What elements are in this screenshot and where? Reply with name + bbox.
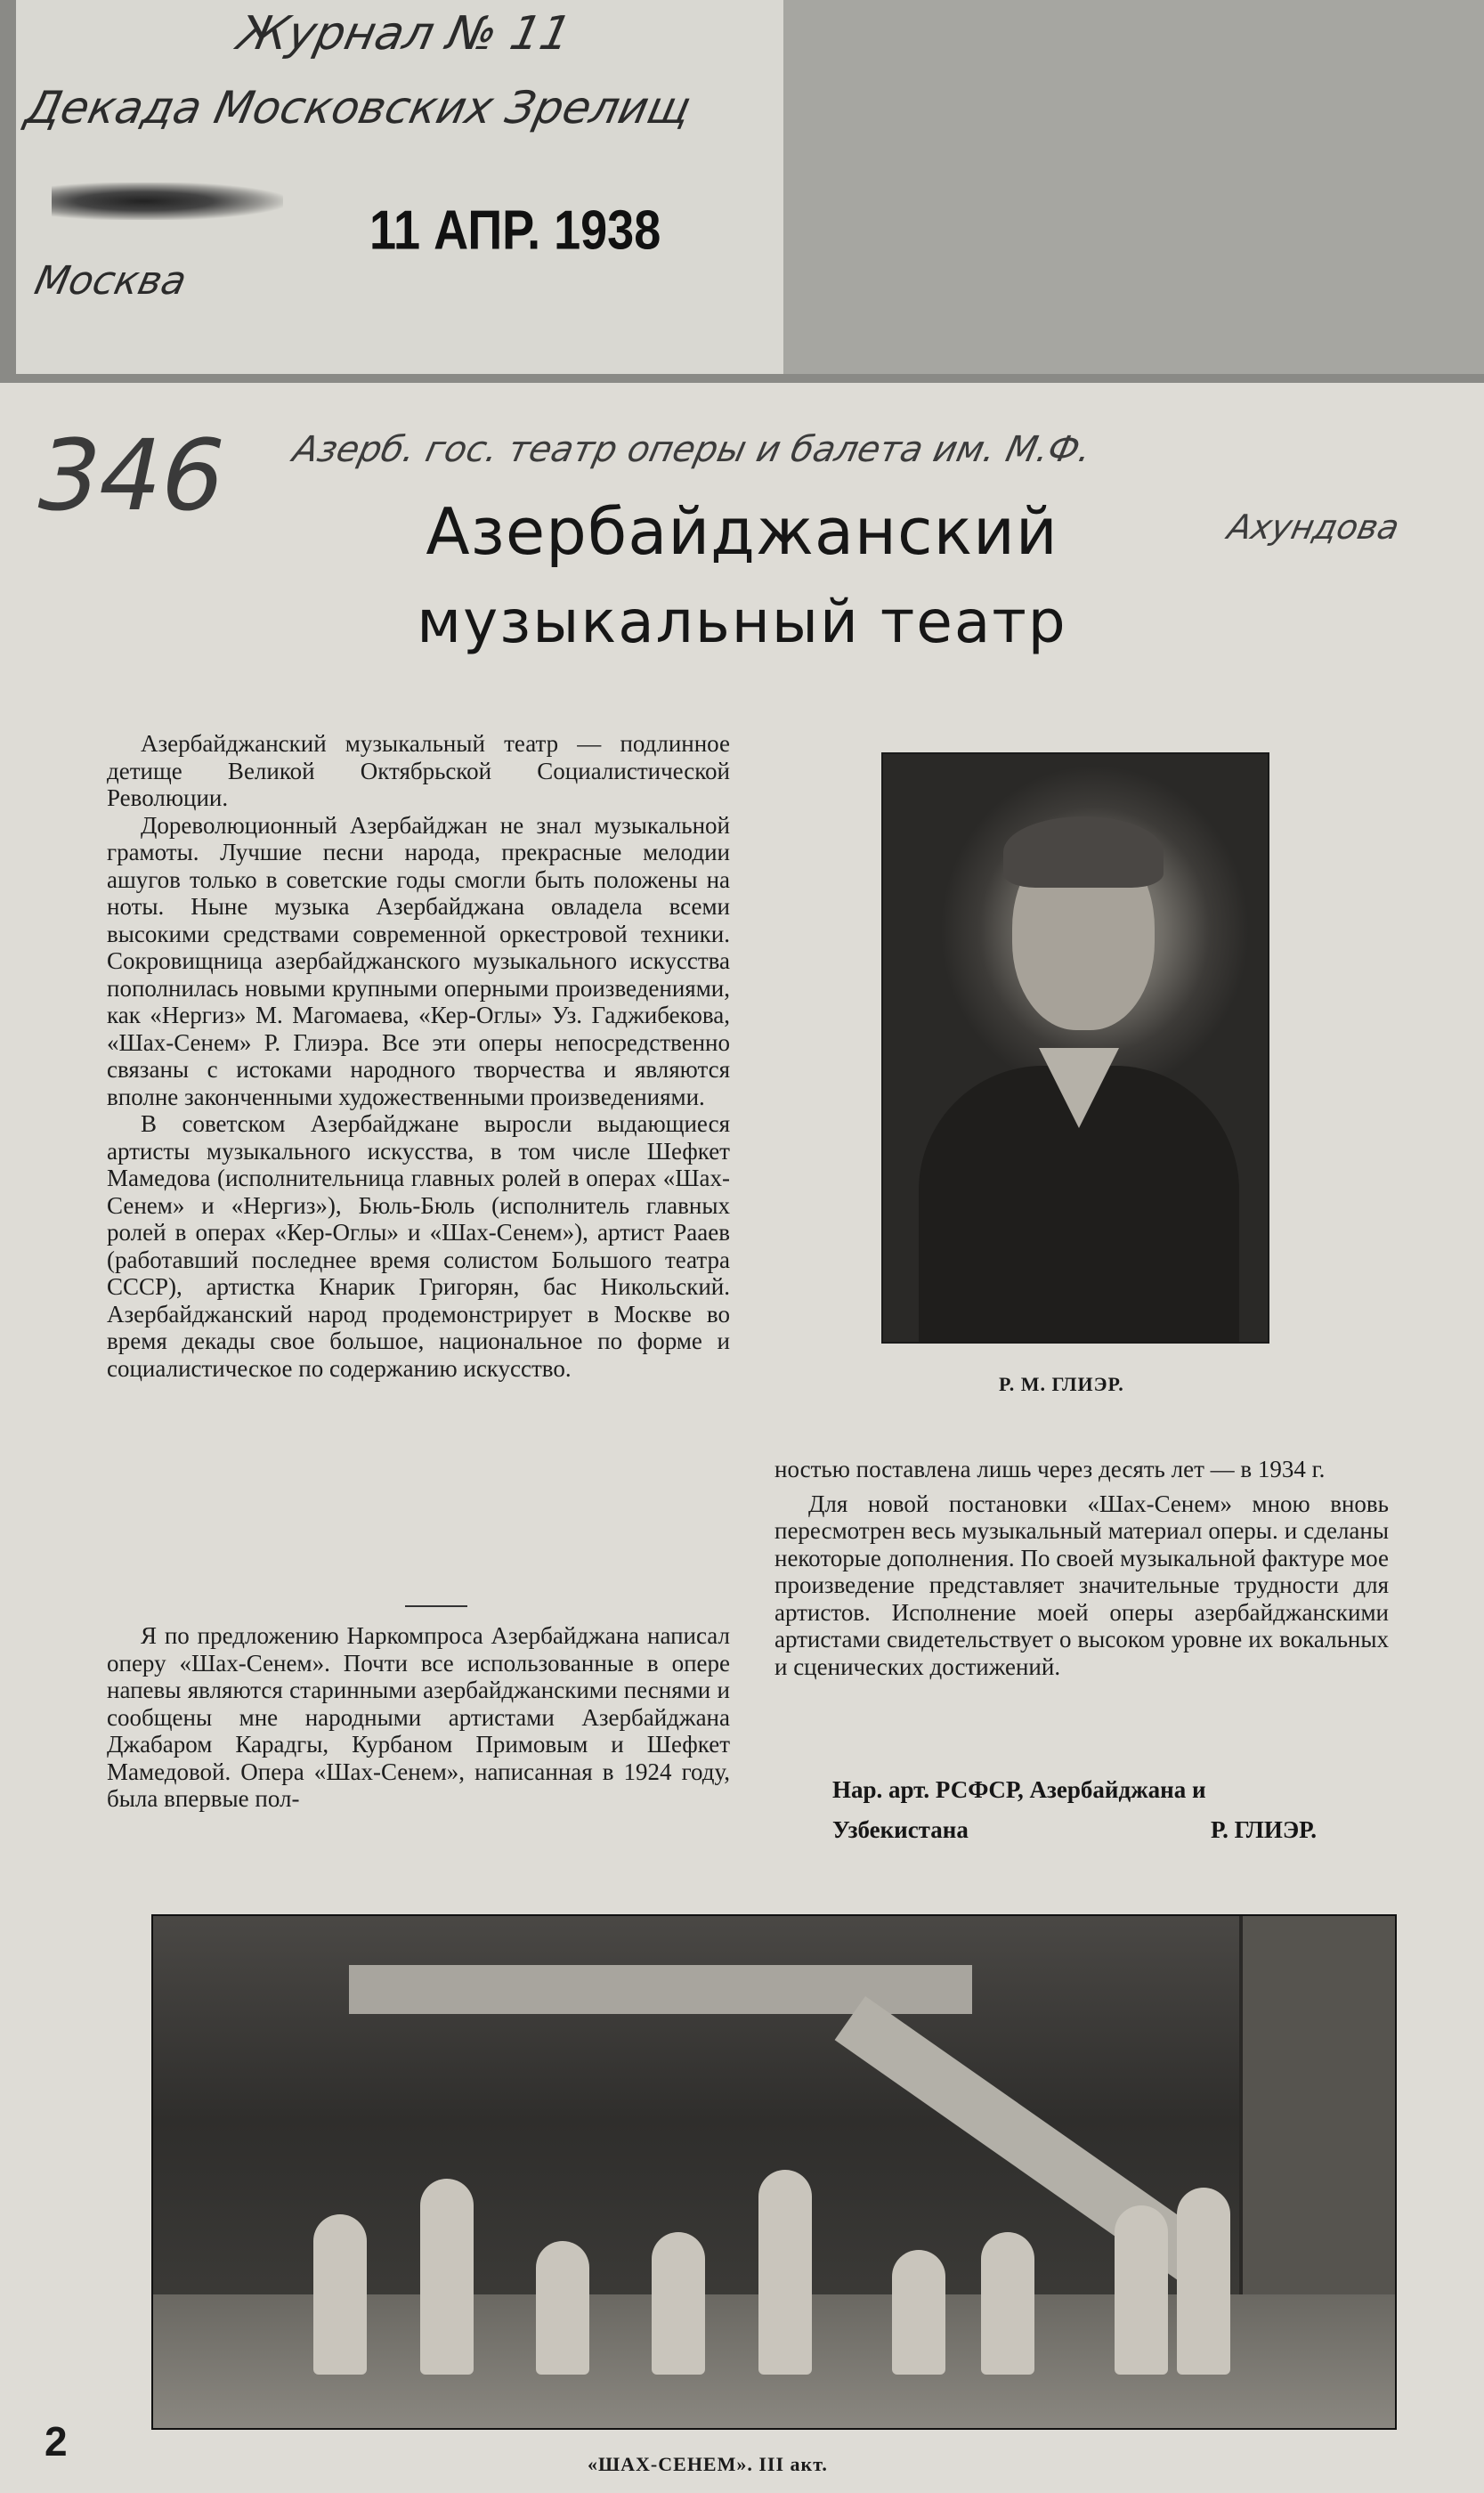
scene-figure (758, 2170, 812, 2375)
scene-figure (1177, 2188, 1230, 2375)
article-title-line1: Азербайджанский (426, 494, 1058, 569)
page-number: 2 (45, 2418, 68, 2465)
handwritten-journal-number: Журнал № 11 (232, 7, 576, 61)
portrait-photo-glier (881, 752, 1269, 1344)
scene-figure (652, 2232, 705, 2375)
paragraph: Азербайджанский музыкальный театр — подлинное детище Великой Октябрьской Социалистической Революции. (107, 730, 730, 811)
paragraph: В советском Азербайджане выросли выдающиеся артисты музыкального искусства, в том числе Шефкет Мамедова (исполнительница главных ролей в операх «Шах-Сенем» и «Нергиз»), Бюль-Бюль (исполнитель главных ролей в операх «Кер-Оглы» и «Шах-Сенем»), артист Рааев (работавший последнее время солистом Большого театра СССР), артистка Кнарик Григорян, бас Никольский. Азербайджанский народ продемонстрирует в Москве во время декады свое большое, национальное по форме и социалистическое по содержанию искусство. (107, 1110, 730, 1382)
article-right-column (774, 1456, 1389, 1680)
article-left-column-bottom (107, 1622, 730, 1813)
scene-figure (313, 2214, 367, 2375)
paragraph: Я по предложению Наркомпроса Азербайджана написал оперу «Шах-Сенем». Почти все использованные в опере напевы являются старинными азербайджанскими песнями и сообщены мне народными артистами Азербайджана Джабаром Карадгы, Курбаном Примовым и Шефкет Мамедовой. Опера «Шах-Сенем», написанная в 1924 году, была впервые пол- (107, 1622, 730, 1812)
ink-stamp-smudge (52, 183, 283, 220)
paragraph: Для новой постановки «Шах-Сенем» мною вновь пересмотрен весь музыкальный материал оперы. и сделаны некоторые дополнения. По своей музыкальной фактуре мое произведение представляет значительные трудности для артистов. Исполнение моей оперы азербайджанскими артистами свидетельствует о высоком уровне их вокальных и сценических достижений. (774, 1490, 1389, 1680)
scene-figure (1115, 2205, 1168, 2375)
article-title-line2: музыкальный театр (417, 588, 1067, 656)
signature-name: Р. ГЛИЭР. (1211, 1816, 1318, 1843)
section-divider (405, 1605, 467, 1607)
date-stamp: 11 АПР. 1938 (369, 199, 661, 262)
signature-region: Узбекистана (832, 1816, 969, 1843)
archive-annotation-second-line: Ахундова (1224, 508, 1403, 547)
archive-annotation: Азерб. гос. театр оперы и балета им. М.Ф. (289, 429, 1095, 470)
scene-figure (536, 2241, 589, 2375)
stage-photo-caption: «ШАХ-СЕНЕМ». III акт. (588, 2453, 828, 2475)
handwritten-journal-title: Декада Московских Зрелищ (20, 82, 696, 134)
signature-title: Нар. арт. РСФСР, Азербайджана и (832, 1776, 1206, 1803)
article-left-column-top (107, 730, 730, 1382)
handwritten-city: Москва (30, 258, 191, 304)
stage-photo-shah-senem (151, 1914, 1397, 2430)
portrait-caption: Р. М. ГЛИЭР. (999, 1373, 1124, 1395)
scene-figure (981, 2232, 1034, 2375)
scene-figure (420, 2179, 474, 2375)
backing-paper (783, 0, 1484, 374)
scene-figure (892, 2250, 945, 2375)
archive-number: 346 (25, 418, 237, 532)
paragraph: Дореволюционный Азербайджан не знал музыкальной грамоты. Лучшие песни народа, прекрасные мелодии ашугов только в советские годы смогли быть положены на ноты. Ныне музыка Азербайджана овладела всеми высокими средствами современной оркестровой техники. Сокровищница азербайджанского музыкального искусства пополнилась новыми крупными оперными произведениями, как «Нергиз» М. Магомаева, «Кер-Оглы» Уз. Гаджибекова, «Шах-Сенем» Р. Глиэра. Все эти оперы непосредственно связаны с истоками народного творчества и являются вполне законченными художественными произведениями. (107, 811, 730, 1110)
portrait-hair (1003, 816, 1164, 888)
paragraph: ностью поставлена лишь через десять лет — в 1934 г. (774, 1456, 1326, 1482)
